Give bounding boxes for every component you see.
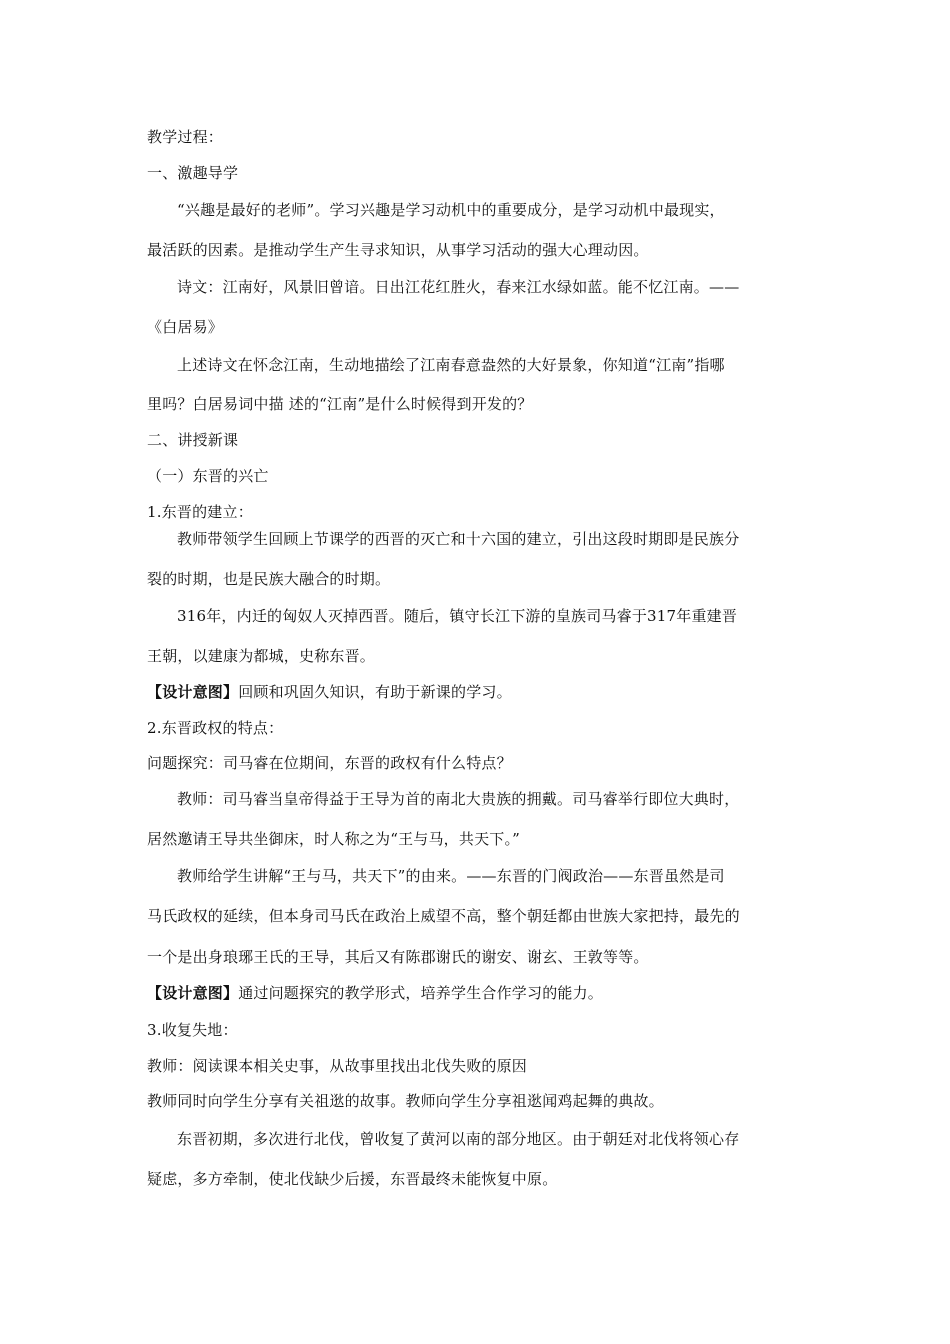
paragraph-line: 教师带领学生回顾上节课学的西晋的灭亡和十六国的建立，引出这段时期即是民族分 bbox=[177, 530, 740, 548]
paragraph-line: 王朝，以建康为都城，史称东晋。 bbox=[147, 647, 376, 665]
design-intent-line bbox=[147, 682, 512, 702]
paragraph-line: 最活跃的因素。是推动学生产生寻求知识，从事学习活动的强大心理动因。 bbox=[147, 241, 649, 259]
design-intent-text: 通过问题探究的教学形式，培养学生合作学习的能力。 bbox=[238, 984, 604, 1002]
section-heading-teaching-process: 教学过程： bbox=[147, 128, 224, 146]
design-intent-label: 【设计意图】 bbox=[147, 984, 239, 1002]
item-heading: 3.收复失地： bbox=[147, 1021, 238, 1039]
paragraph-line: 上述诗文在怀念江南，生动地描绘了江南春意盎然的大好景象，你知道“江南”指哪 bbox=[177, 356, 725, 374]
paragraph-line: 诗文：江南好，风景旧曾谙。日出江花红胜火，春来江水绿如蓝。能不忆江南。—— bbox=[177, 278, 740, 296]
paragraph-line: “兴趣是最好的老师”。学习兴趣是学习动机中的重要成分，是学习动机中最现实， bbox=[177, 201, 725, 219]
section-heading-intro: 一、激趣导学 bbox=[147, 164, 239, 182]
paragraph-line: 问题探究：司马睿在位期间，东晋的政权有什么特点？ bbox=[147, 754, 512, 772]
paragraph-line: 316年，内迁的匈奴人灭掉西晋。随后，镇守长江下游的皇族司马睿于317年重建晋 bbox=[177, 607, 738, 625]
paragraph-line: 教师：阅读课本相关史事，从故事里找出北伐失败的原因 bbox=[147, 1057, 528, 1075]
paragraph-line: 东晋初期，多次进行北伐，曾收复了黄河以南的部分地区。由于朝廷对北伐将领心存 bbox=[177, 1130, 740, 1148]
paragraph-line: 教师同时向学生分享有关祖逖的故事。教师向学生分享祖逖闻鸡起舞的典故。 bbox=[147, 1092, 664, 1110]
paragraph-line: 《白居易》 bbox=[147, 318, 224, 336]
paragraph-line: 教师：司马睿当皇帝得益于王导为首的南北大贵族的拥戴。司马睿举行即位大典时， bbox=[177, 790, 740, 808]
design-intent-text: 回顾和巩固久知识，有助于新课的学习。 bbox=[238, 683, 512, 701]
paragraph-line: 居然邀请王导共坐御床，时人称之为“王与马，共天下。” bbox=[147, 830, 521, 848]
item-heading: 2.东晋政权的特点： bbox=[147, 719, 284, 737]
paragraph-line: 里吗？白居易词中描 述的“江南”是什么时候得到开发的？ bbox=[147, 395, 533, 413]
design-intent-line bbox=[147, 983, 603, 1003]
item-heading: 1.东晋的建立： bbox=[147, 503, 253, 521]
design-intent-label: 【设计意图】 bbox=[147, 683, 239, 701]
paragraph-line: 疑虑，多方牵制，使北伐缺少后援，东晋最终未能恢复中原。 bbox=[147, 1170, 558, 1188]
paragraph-line: 一个是出身琅琊王氏的王导，其后又有陈郡谢氏的谢安、谢玄、王敦等等。 bbox=[147, 948, 649, 966]
paragraph-line: 马氏政权的延续，但本身司马氏在政治上威望不高，整个朝廷都由世族大家把持，最先的 bbox=[147, 907, 740, 925]
subsection-heading: （一）东晋的兴亡 bbox=[147, 467, 269, 485]
paragraph-line: 教师给学生讲解“王与马，共天下”的由来。——东晋的门阀政治——东晋虽然是司 bbox=[177, 867, 725, 885]
section-heading-new-lesson: 二、讲授新课 bbox=[147, 431, 239, 449]
paragraph-line: 裂的时期，也是民族大融合的时期。 bbox=[147, 570, 391, 588]
